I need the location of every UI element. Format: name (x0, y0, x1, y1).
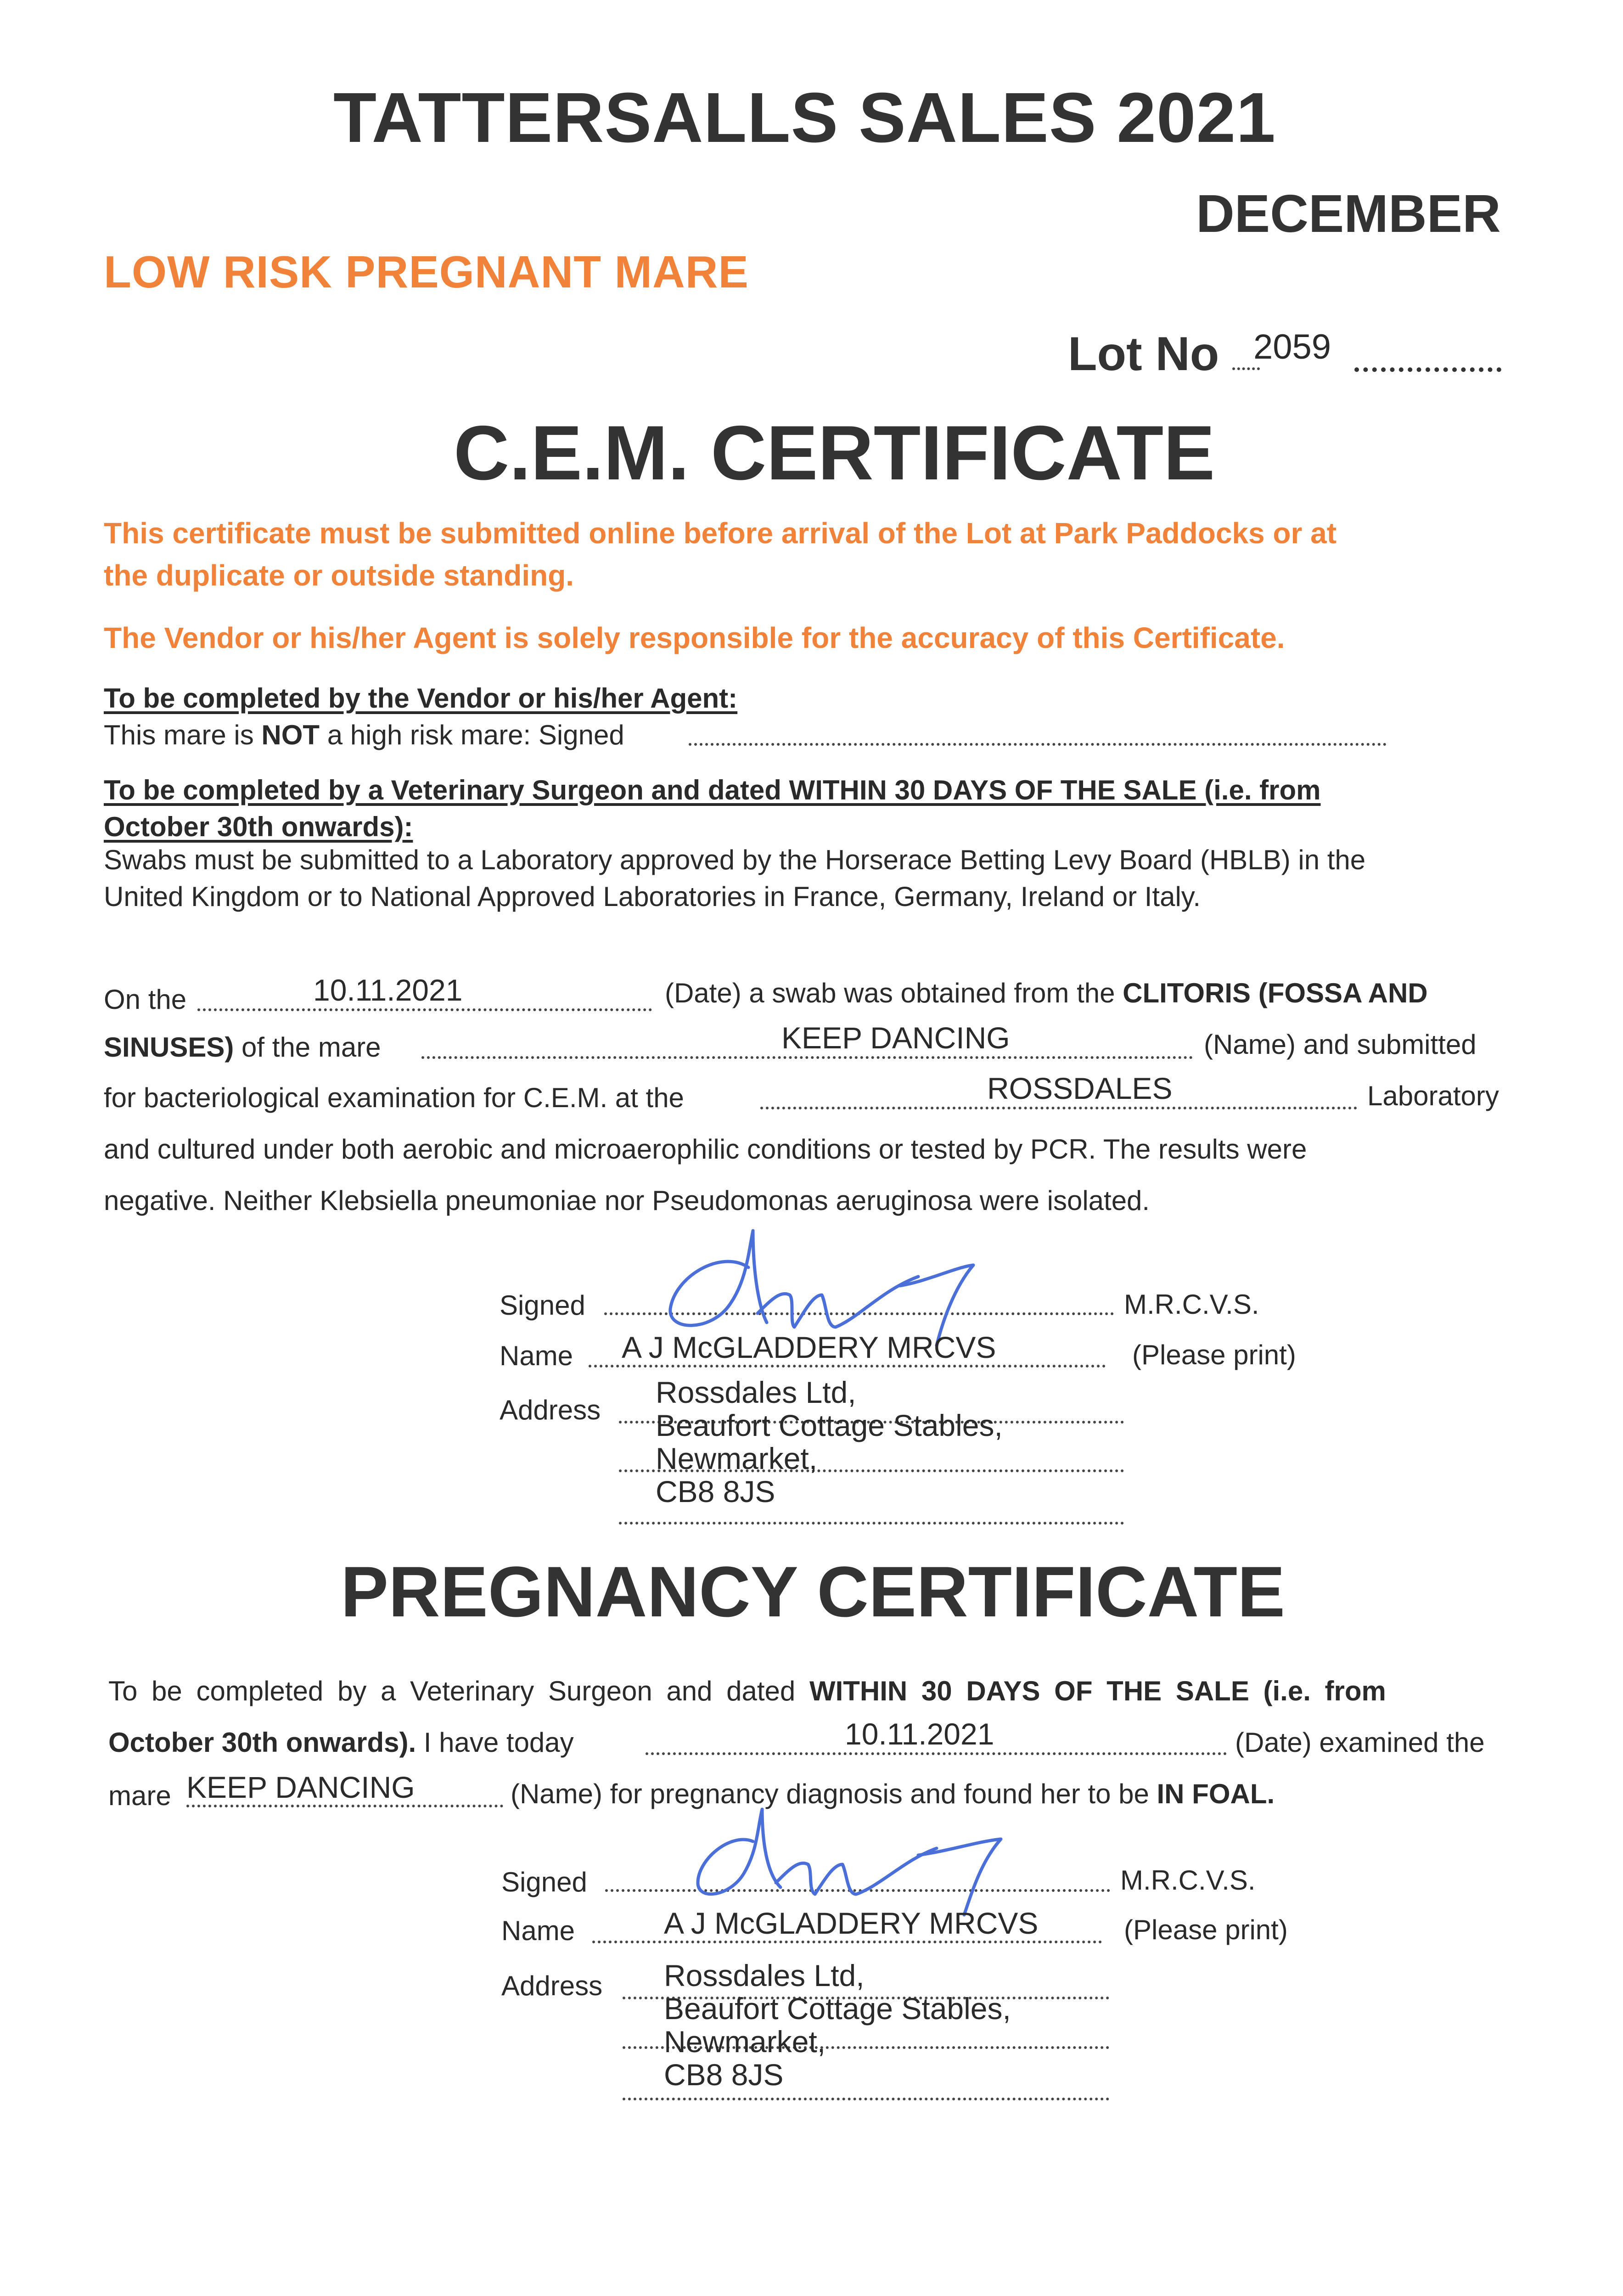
swab-instruction-line2: United Kingdom or to National Approved Laboratories in France, Germany, Ireland or Italy. (104, 881, 1201, 912)
cem-name-field[interactable] (589, 1365, 1106, 1367)
preg-line1-pre: To be completed by a Veterinary Surgeon and dated (108, 1676, 809, 1706)
cem-date-value: 10.11.2021 (313, 973, 463, 1007)
cem-laboratory-field[interactable] (760, 1107, 1357, 1109)
cem-vet-signature (643, 1212, 1056, 1350)
vendor-declaration (104, 719, 624, 751)
cem-p3-end: Laboratory (1367, 1080, 1499, 1111)
preg-name-value: A J McGLADDERY MRCVS (664, 1906, 1039, 1940)
cem-p1-text: (Date) a swab was obtained from the (665, 978, 1123, 1008)
swab-instruction-line1: Swabs must be submitted to a Laboratory approved by the Horserace Betting Levy Board (HBLB) in the (104, 844, 1366, 875)
pregnancy-certificate-title: PREGNANCY CERTIFICATE (341, 1552, 1286, 1632)
sale-title: TATTERSALLS SALES 2021 (333, 78, 1276, 157)
mare-category: LOW RISK PREGNANT MARE (104, 247, 749, 297)
cem-date-field[interactable] (197, 1008, 652, 1011)
preg-address-line: Beaufort Cottage Stables, (664, 1992, 1011, 2026)
lot-number: 2059 (1253, 327, 1331, 366)
cem-p2-start (104, 1031, 381, 1063)
preg-line3-mid: (Name) for pregnancy diagnosis and found her to be (511, 1778, 1157, 1809)
cem-address-value (656, 1376, 1003, 1508)
vet-heading-line2: October 30th onwards): (104, 811, 413, 842)
cem-address-line: Rossdales Ltd, (656, 1375, 856, 1409)
preg-address-field-3[interactable] (623, 2098, 1109, 2100)
cem-mare-name-value: KEEP DANCING (781, 1021, 1010, 1055)
cem-address-line: Beaufort Cottage Stables, (656, 1408, 1003, 1442)
lot-label-text: Lot No (1068, 327, 1219, 381)
preg-name-label: Name (501, 1915, 575, 1946)
submission-note-line1: This certificate must be submitted online before arrival of the Lot at Park Paddocks or at (104, 517, 1337, 550)
cem-swab-site-cont: SINUSES) (104, 1032, 234, 1063)
preg-line2 (108, 1727, 574, 1758)
cem-swab-site: CLITORIS (FOSSA AND (1123, 978, 1428, 1008)
preg-please-print: (Please print) (1124, 1914, 1288, 1945)
cem-p3-start: for bacteriological examination for C.E.M. at the (104, 1082, 684, 1113)
vendor-declaration-pre: This mare is (104, 720, 262, 750)
cem-address-label: Address (500, 1395, 601, 1425)
cem-p4: and cultured under both aerobic and microaerophilic conditions or tested by PCR. The results were (104, 1134, 1307, 1165)
preg-address-value (664, 1959, 1011, 2091)
preg-mrcvs: M.R.C.V.S. (1120, 1865, 1256, 1896)
preg-address-line: CB8 8JS (664, 2058, 784, 2092)
cem-laboratory-value: ROSSDALES (987, 1071, 1173, 1105)
preg-mare-name-value: KEEP DANCING (186, 1770, 415, 1804)
preg-address-label: Address (501, 1970, 603, 2001)
preg-signed-label: Signed (501, 1867, 587, 1897)
cem-address-line: CB8 8JS (656, 1474, 775, 1508)
cem-name-label: Name (500, 1340, 573, 1371)
preg-line1-bold: WITHIN 30 DAYS OF THE SALE (i.e. from (809, 1676, 1386, 1706)
lot-dots (1354, 367, 1501, 372)
preg-line2-bold: October 30th onwards). (108, 1727, 416, 1758)
sale-month: DECEMBER (1196, 184, 1501, 243)
responsibility-note: The Vendor or his/her Agent is solely responsible for the accuracy of this Certificate. (104, 621, 1285, 654)
cem-of-the-mare: of the mare (234, 1032, 381, 1063)
preg-name-field[interactable] (592, 1941, 1102, 1943)
vendor-declaration-post: a high risk mare: Signed (320, 720, 624, 750)
cem-please-print: (Please print) (1132, 1339, 1296, 1370)
cem-address-field-3[interactable] (619, 1522, 1124, 1525)
preg-date-field[interactable] (646, 1752, 1227, 1755)
vet-heading-line1: To be completed by a Veterinary Surgeon and dated WITHIN 30 DAYS OF THE SALE (i.e. from (104, 775, 1321, 805)
preg-line2-mid: I have today (416, 1727, 574, 1758)
cem-p2-after-name: (Name) and submitted (1204, 1029, 1477, 1060)
vendor-heading: To be completed by the Vendor or his/her Agent: (104, 683, 738, 714)
preg-mare-name-field[interactable] (186, 1805, 503, 1807)
preg-address-line: Newmarket, (664, 2025, 826, 2059)
cem-address-line: Newmarket, (656, 1441, 818, 1475)
cem-certificate-title: C.E.M. CERTIFICATE (454, 410, 1215, 496)
vendor-declaration-not: NOT (261, 720, 320, 750)
vendor-signature-line[interactable] (689, 743, 1387, 746)
preg-date-value: 10.11.2021 (845, 1717, 994, 1751)
cem-signed-label: Signed (500, 1290, 585, 1321)
lot-label (1068, 327, 1260, 382)
preg-line2-post: (Date) examined the (1235, 1727, 1485, 1758)
cem-on-the: On the (104, 984, 187, 1015)
preg-line3-pre: mare (108, 1780, 171, 1811)
cem-name-value: A J McGLADDERY MRCVS (622, 1330, 996, 1364)
cem-mrcvs: M.R.C.V.S. (1124, 1289, 1259, 1320)
submission-note-line2: the duplicate or outside standing. (104, 559, 574, 592)
cem-mare-name-field[interactable] (421, 1056, 1193, 1059)
cem-p5: negative. Neither Klebsiella pneumoniae nor Pseudomonas aeruginosa were isolated. (104, 1185, 1150, 1216)
preg-diagnosis: IN FOAL. (1157, 1778, 1275, 1809)
preg-address-line: Rossdales Ltd, (664, 1958, 865, 1992)
preg-line1 (108, 1675, 1386, 1707)
cem-p1-after-date (665, 977, 1428, 1009)
